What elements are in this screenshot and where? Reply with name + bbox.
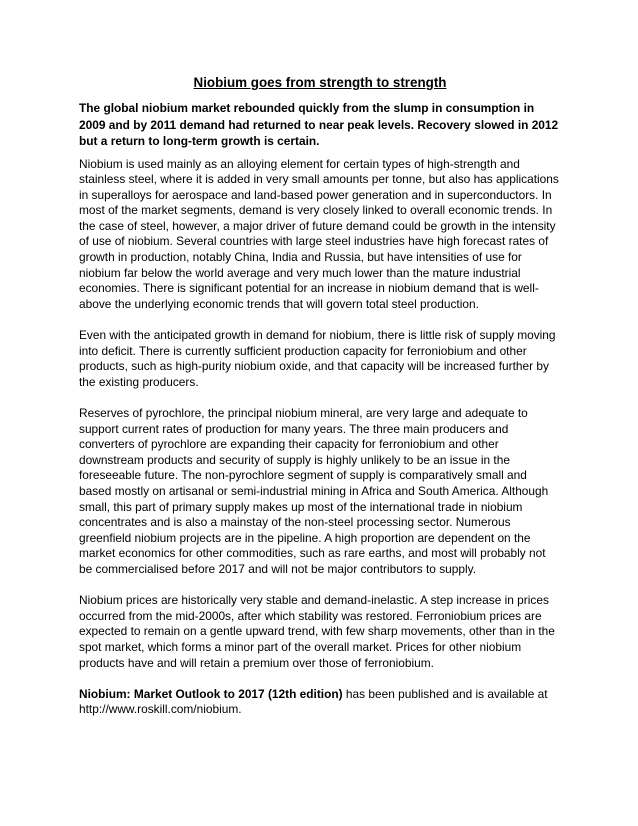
paragraph-uses: Niobium is used mainly as an alloying element for certain types of high-strength and stainless steel, where it is added in very small amounts per tonne, but also has applications in superalloys for aerospace and land-based power generation and in superconductors. In most of the market segments, demand is very closely linked to overall economic trends. In the case of steel, however, a major driver of future demand could be growth in the intensity of use of niobium. Several countries with large steel industries have high forecast rates of growth in production, notably China, India and Russia, but have intensities of use for niobium far below the world average and very much lower than the mature industrial economies. There is significant potential for an increase in niobium demand that is well-above the underlying economic trends that will govern total steel production. xyxy=(79,156,559,311)
document-page xyxy=(79,75,561,733)
document-title: Niobium goes from strength to strength xyxy=(193,75,447,90)
footer-text: has been published and is available at http://www.roskill.com/niobium. xyxy=(79,686,548,717)
footer-paragraph xyxy=(79,687,561,718)
paragraph-prices: Niobium prices are historically very stable and demand-inelastic. A step increase in prices occurred from the mid-2000s, after which stability was restored. Ferroniobium prices are expected to remain on a gentle upward trend, with few sharp movements, other than in the spot market, which forms a minor part of the overall market. Prices for other niobium products have and will retain a premium over those of ferroniobium. xyxy=(79,593,555,670)
report-title: Niobium: Market Outlook to 2017 (12th edition) xyxy=(79,686,343,701)
lead-paragraph: The global niobium market rebounded quickly from the slump in consumption in 2009 and by 2011 demand had returned to near peak levels. Recovery slowed in 2012 but a return to long-term growth is certain. xyxy=(79,101,559,148)
paragraph-supply: Even with the anticipated growth in demand for niobium, there is little risk of supply moving into deficit. There is currently sufficient production capacity for ferroniobium and other products, such as high-purity niobium oxide, and that capacity will be increased further by the existing producers. xyxy=(79,328,556,389)
paragraph-reserves: Reserves of pyrochlore, the principal niobium mineral, are very large and adequate to support current rates of production for many years. The three main producers and converters of pyrochlore are expanding their capacity for ferroniobium and other downstream products and security of supply is highly unlikely to be an issue in the foreseeable future. The non-pyrochlore segment of supply is comparatively small and based mostly on artisanal or semi-industrial mining in Africa and South America. Although small, this part of primary supply makes up most of the international trade in niobium concentrates and is also a mainstay of the non-steel processing sector. Numerous greenfield niobium projects are in the pipeline. A high proportion are dependent on the market economics for other commodities, such as rare earths, and most will probably not be commercialised before 2017 and will not be major contributors to supply. xyxy=(79,406,549,576)
